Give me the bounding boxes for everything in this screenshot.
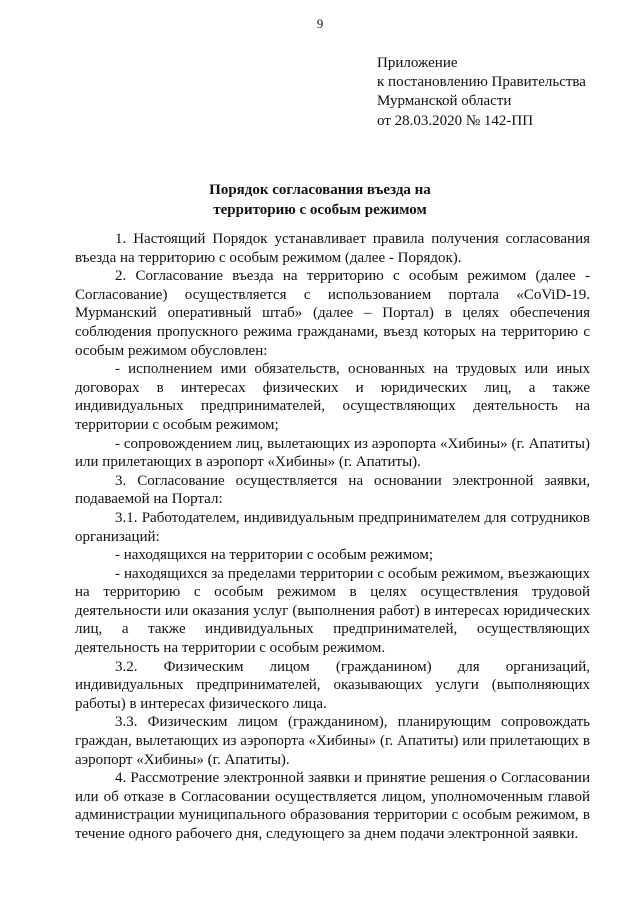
page-number: 9 xyxy=(316,16,324,31)
paragraph: - исполнением ими обязательств, основанных на трудовых или иных договорах в интересах физических и юридических лиц, а также индивидуальных предпринимателей, осуществляющих деятельность на территории с особым режимом; xyxy=(75,361,590,433)
paragraph: 1. Настоящий Порядок устанавливает правила получения согласования въезда на территорию с особым режимом (далее - Порядок). xyxy=(75,231,590,266)
document-title xyxy=(0,181,640,220)
paragraph: 3. Согласование осуществляется на основании электронной заявки, подаваемой на Портал: xyxy=(75,472,590,508)
paragraph: 4. Рассмотрение электронной заявки и принятие решения о Согласовании или об отказе в Согласовании осуществляется лицом, уполномоченным главой администрации муниципального образования территории с особым режимом, в течение одного рабочего дня, следующего за днем подачи электронной заявки. xyxy=(75,770,590,842)
paragraph: - сопровождением лиц, вылетающих из аэропорта «Хибины» (г. Апатиты) или прилетающих в аэропорт «Хибины» (г. Апатиты). xyxy=(75,435,590,471)
title-line: Порядок согласования въезда на xyxy=(209,182,431,198)
paragraph: - находящихся на территории с особым режимом; xyxy=(115,547,434,564)
appendix-block xyxy=(377,54,627,131)
title-line: территорию с особым режимом xyxy=(213,201,427,218)
paragraph: 3.1. Работодателем, индивидуальным предпринимателем для сотрудников организаций: xyxy=(75,509,590,545)
paragraph: - находящихся за пределами территории с особым режимом, въезжающих на территорию с особым режимом в целях осуществления трудовой деятельности или оказания услуг (выполнения работ) в интересах юридических лиц, а также индивидуальных предпринимателей, осуществляющих деятельность на территории с особым режимом. xyxy=(75,565,590,657)
paragraph: 2. Согласование въезда на территорию с особым режимом (далее - Согласование) осуществляется с использованием портала «CoViD-19. Мурманский оперативный штаб» (далее – Портал) в целях обеспечения соблюдения пропускного режима гражданами, въезд которых на территорию с особым режимом обусловлен: xyxy=(75,268,590,359)
appendix-line: Приложение xyxy=(377,55,458,71)
paragraph: 3.3. Физическим лицом (гражданином), планирующим сопровождать граждан, вылетающих из аэропорта «Хибины» (г. Апатиты) или прилетающих в аэропорт «Хибины» (г. Апатиты). xyxy=(75,714,590,768)
appendix-line: Мурманской области xyxy=(377,93,512,110)
paragraph: 3.2. Физическим лицом (гражданином) для организаций, индивидуальных предпринимателей, оказывающих услуги (выполняющих работы) в интересах физического лица. xyxy=(75,658,590,712)
appendix-line: от 28.03.2020 № 142-ПП xyxy=(377,112,534,129)
appendix-line: к постановлению Правительства xyxy=(377,74,586,91)
document-body xyxy=(75,230,590,844)
